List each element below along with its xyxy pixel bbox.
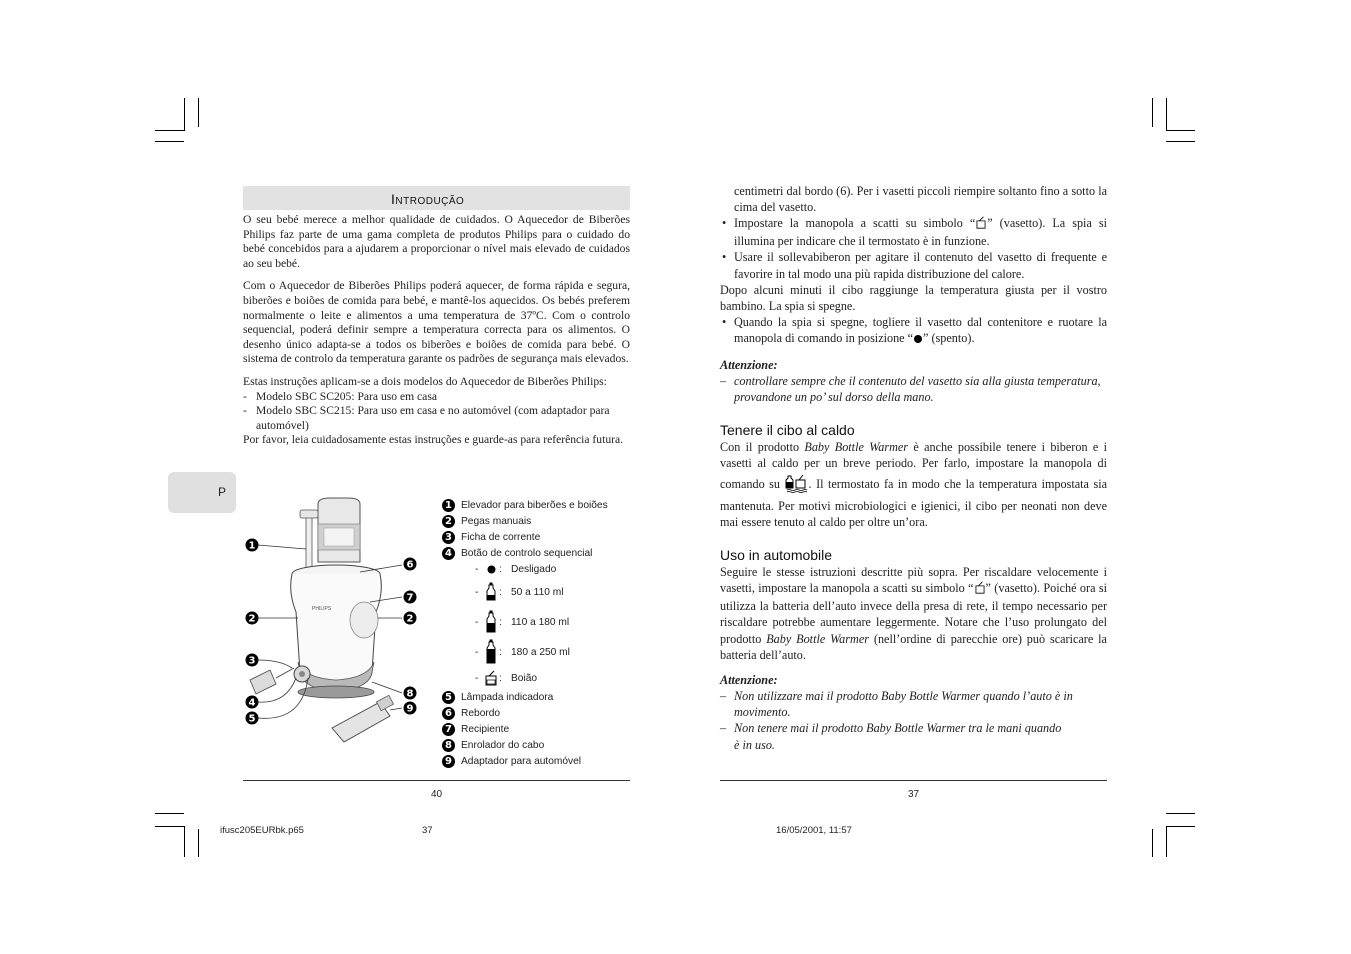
list-item (720, 314, 1107, 348)
list-item: – Non tenere mai il prodotto Baby Bottle Warmer tra le mani quando è in uso. (720, 720, 1107, 752)
mains-plug (250, 668, 294, 694)
crop-mark (184, 98, 185, 131)
legend-number: 7 (442, 723, 455, 736)
left-page (243, 186, 630, 448)
callout-number: 4 (248, 697, 256, 709)
crop-mark (155, 813, 184, 814)
legend-label: Lâmpada indicadora (461, 691, 554, 703)
legend-number: 2 (442, 515, 455, 528)
crop-mark (198, 98, 199, 127)
brand-label: PHILIPS (312, 606, 332, 612)
step-text: ” (vasetto). La spia si illumina per indicare che il termostato è in funzione. (734, 216, 1107, 249)
setting-label: 50 a 110 ml (511, 586, 564, 598)
keep-warm-paragraph (720, 439, 1107, 530)
list-item: • Usare il sollevabiberon per agitare il contenuto del vasetto di frequente e favorire in tal modo una più rapida distribuzione del calore. (720, 249, 1107, 281)
step-text: Quando la spia si spegne, togliere il vasetto dal contenitore e ruotare la manopola di comando in posizione “ (734, 315, 1107, 346)
crop-mark (1166, 141, 1195, 142)
crop-mark (1166, 826, 1167, 857)
setting-medium: - : 110 a 180 ml (442, 607, 642, 637)
jar-icon (483, 670, 499, 686)
callout-number: 2 (248, 613, 256, 625)
closing-paragraph: Por favor, leia cuidadosamente estas instruções e guarde-as para referência futura. (243, 433, 624, 447)
crop-mark (1166, 826, 1195, 827)
setting-label: 110 a 180 ml (511, 616, 570, 628)
section-heading: Tenere il cibo al caldo (720, 422, 855, 439)
page-number: 37 (908, 789, 920, 800)
setting-small: - : 50 a 110 ml (442, 577, 642, 607)
section-heading (243, 186, 630, 210)
tab-label: P (217, 485, 226, 499)
callout-number: 1 (248, 540, 256, 552)
warmer-body (291, 565, 382, 698)
legend-item (442, 545, 642, 561)
list-item: - Modelo SBC SC215: Para uso em casa e no automóvel (com adaptador para automóvel) (243, 404, 630, 433)
list-item: – Non utilizzare mai il prodotto Baby Bottle Warmer quando l’auto è in movimento. (720, 688, 1107, 720)
legend-label: Rebordo (461, 707, 501, 719)
legend-label: Enrolador do cabo (461, 739, 545, 751)
crop-mark (1166, 98, 1167, 131)
legend-item (442, 721, 642, 737)
legend-item (442, 529, 642, 545)
paragraph-text: è anche possibile tenere i biberon e i vasetti al caldo per un breve periodo. Per farlo, impostare la manopola di comando su (720, 440, 1108, 491)
paragraph-text: (nell’ordine di parecchie ore) può scaricare la batteria dell’auto. (720, 631, 1107, 662)
legend-number: 8 (442, 739, 455, 752)
callout-number: 2 (406, 613, 414, 625)
legend-label: Pegas manuais (461, 515, 532, 527)
language-tab (168, 472, 236, 513)
list-item (720, 215, 1107, 249)
footer-timestamp: 16/05/2001, 11:57 (776, 825, 852, 836)
legend-item (442, 689, 642, 705)
car-paragraph (720, 564, 1107, 663)
warnings-list (720, 688, 1107, 753)
setting-label: Desligado (511, 563, 557, 575)
setting-jar: - : Boião (442, 667, 642, 689)
features-paragraph: Com o Aquecedor de Biberões Philips poderá aquecer, de forma rápida e segura, biberões e boiões de comida para bebé, e mantê-los aquecidos. Os bebés preferem normalmente o leite e alimentos a uma temperatura de 37ºC. Com o controlo sequencial, poderá definir sempre a temperatura correcta para os alimentos. O desenho único adapta-se a todos os biberões e boiões de comida para bebé. O sistema de controlo da temperatura garante os padrões de segurança mais elevados. (243, 279, 630, 366)
crop-mark (155, 826, 184, 827)
legend-label: Elevador para biberões e boiões (461, 499, 608, 511)
legend-number: 1 (442, 499, 455, 512)
callout-number: 9 (406, 703, 414, 715)
continued-paragraph: centimetri dal bordo (6). Per i vasetti piccoli riempire soltanto fino a sotto la cima del vasetto. (734, 184, 1107, 215)
paragraph-text: . Il termostato fa in modo che la temperatura impostata sia mantenuta. Per motivi microbiologici e igienici, il cibo per neonati non deve mai essere tenuto al caldo per oltre un’ora. (720, 476, 1107, 529)
step-text: ” (spento). (923, 331, 975, 346)
paragraph-text: Seguire le stesse istruzioni descritte più sopra. Per riscaldare velocemente i vasetti, impostare la manopola a scatti su simbolo “ (720, 565, 1107, 596)
page-number: 40 (431, 789, 443, 800)
crop-mark (155, 130, 184, 131)
legend-label: Recipiente (461, 723, 510, 735)
footer-sheet: 37 (422, 825, 433, 836)
product-name: Baby Bottle Warmer (804, 440, 909, 455)
steps-list-2 (720, 314, 1107, 348)
product-name: Baby Bottle Warmer (766, 631, 869, 646)
list-item: - Modelo SBC SC205: Para uso em casa (243, 390, 630, 405)
keep-warm-icon (785, 472, 809, 498)
legend-label: Botão de controlo sequencial (461, 547, 593, 559)
footer-filename: ifusc205EURbk.p65 (220, 825, 304, 836)
list-item: – controllare sempre che il contenuto del vasetto sia alla giusta temperatura, provandone un po’ sul dorso della mano. (720, 373, 1107, 405)
crop-mark (155, 141, 184, 142)
setting-label: 180 a 250 ml (511, 646, 570, 658)
setting-large: - : 180 a 250 ml (442, 637, 642, 667)
car-adapter (332, 695, 394, 742)
crop-mark (1152, 829, 1153, 857)
heading-text: Introdução (391, 191, 465, 207)
legend-number: 3 (442, 531, 455, 544)
models-intro: Estas instruções aplicam-se a dois modelos do Aquecedor de Biberões Philips: (243, 374, 607, 388)
setting-off: - : Desligado (475, 563, 557, 575)
legend-number: 5 (442, 691, 455, 704)
section-heading: Uso in automobile (720, 547, 833, 564)
legend-item (442, 513, 642, 529)
callout-number: 6 (406, 559, 414, 571)
callout-number: 7 (406, 592, 414, 604)
legend-item (442, 753, 642, 769)
crop-mark (1166, 130, 1195, 131)
setting-label: Boião (511, 672, 538, 684)
legend-number: 4 (442, 547, 455, 560)
legend-item (442, 705, 642, 721)
jar-icon (975, 216, 987, 233)
attention-label: Attenzione: (720, 357, 778, 372)
crop-mark (1152, 98, 1153, 127)
step-text: Impostare la manopola a scatti su simbolo “ (734, 216, 976, 231)
large-bottle-icon (483, 639, 499, 665)
page-rule (720, 780, 1107, 781)
models-list (243, 390, 630, 434)
paragraph-text: ” (vasetto). Poiché ora si utilizza la batteria dell’auto invece della presa di rete, il tempo necessario per riscaldare potrebbe aumentare leggermente. Notare che l’uso prolungato del prodotto (720, 581, 1107, 646)
crop-mark (1166, 813, 1195, 814)
callout-number: 3 (248, 655, 256, 667)
intro-paragraph: O seu bebé merece a melhor qualidade de cuidados. O Aquecedor de Biberões Philips faz parte de uma gama completa de produtos Philips para o cuidado do bebé concebidos para a ajudarem a proporcionar o nível mais elevado de cuidados ao seu bebé. (243, 213, 630, 270)
callout-number: 8 (406, 688, 414, 700)
crop-mark (184, 826, 185, 857)
right-page (720, 183, 1107, 753)
legend-number: 9 (442, 755, 455, 768)
result-paragraph: Dopo alcuni minuti il cibo raggiunge la temperatura giusta per il vostro bambino. La spia si spegne. (720, 282, 1107, 314)
medium-bottle-icon (483, 610, 499, 634)
jar-icon (974, 581, 986, 598)
legend-number: 6 (442, 707, 455, 720)
bottle-warmer-illustration (240, 492, 440, 752)
legend-label: Ficha de corrente (461, 531, 541, 543)
crop-mark (198, 829, 199, 857)
warnings-list (720, 373, 1107, 405)
legend-item (442, 497, 642, 513)
dot-icon (913, 332, 923, 348)
page-rule (243, 780, 630, 781)
attention-label: Attenzione: (720, 672, 778, 687)
dot-icon (483, 565, 499, 574)
steps-list (720, 215, 1107, 281)
parts-legend (442, 497, 642, 769)
callout-number: 5 (248, 713, 256, 725)
paragraph-text: Con il prodotto (720, 440, 805, 455)
legend-item (442, 737, 642, 753)
small-bottle-icon (483, 582, 499, 602)
legend-label: Adaptador para automóvel (461, 755, 582, 767)
